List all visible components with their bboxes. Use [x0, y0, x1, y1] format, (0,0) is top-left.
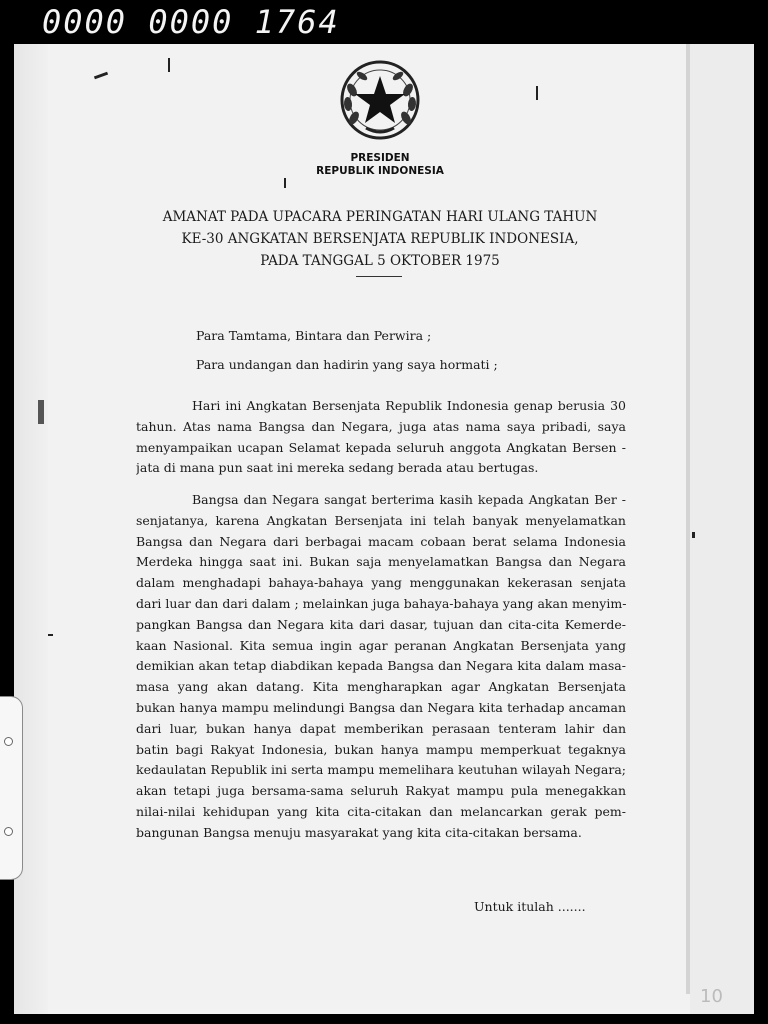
paragraph-line: akan tetapi juga bersama-sama seluruh Rakyat mampu pula menegakkan	[136, 783, 626, 799]
paragraph-line: kaan Nasional. Kita semua ingin agar peranan Angkatan Bersenjata yang	[136, 637, 626, 653]
title-underline	[356, 276, 402, 277]
scan-speck	[284, 178, 286, 188]
letterhead-line-2: REPUBLIK INDONESIA	[316, 165, 444, 177]
page-mark: 10	[700, 986, 723, 1007]
star-icon	[355, 76, 405, 123]
paragraph-line: kedaulatan Republik ini serta mampu memelihara keutuhan wilayah Negara;	[136, 762, 626, 778]
paragraph-line: Bangsa dan Negara sangat berterima kasih kepada Angkatan Ber -	[192, 492, 626, 507]
letterhead	[280, 152, 480, 178]
greeting-line-2: Para undangan dan hadirin yang saya hormati ;	[196, 357, 498, 372]
paragraph-line: dari luar, bukan hanya dapat memberikan perasaan tenteram lahir dan	[136, 720, 626, 736]
scan-speck	[38, 400, 44, 424]
paragraph-line: dalam menghadapi bahaya-bahaya yang menggunakan kekerasan senjata	[136, 575, 626, 591]
title-line-1: AMANAT PADA UPACARA PERINGATAN HARI ULANG TAHUN	[162, 209, 598, 225]
paragraph-1	[136, 396, 626, 479]
paragraph-line: dari luar dan dari dalam ; melainkan juga bahaya-bahaya yang akan menyim-	[136, 595, 626, 611]
scan-speck	[48, 634, 53, 636]
paragraph-line: pangkan Bangsa dan Negara kita dari dasar, tujuan dan cita-cita Kemerde-	[136, 616, 626, 632]
paragraph-line: Bangsa dan Negara dari berbagai macam cobaan berat selama Indonesia	[136, 533, 626, 549]
document-title	[140, 206, 620, 272]
scan-speck	[536, 86, 538, 100]
paragraph-line: Merdeka hingga saat ini. Bukan saja menyelamatkan Bangsa dan Negara	[136, 554, 626, 570]
paragraph-line: tahun. Atas nama Bangsa dan Negara, juga atas nama saya pribadi, saya	[136, 418, 626, 434]
film-strip-header	[0, 0, 768, 44]
letterhead-line-1: PRESIDEN	[350, 152, 410, 164]
binder-hole	[4, 827, 13, 836]
title-line-2: KE-30 ANGKATAN BERSENJATA REPUBLIK INDONESIA,	[181, 231, 579, 247]
paragraph-2	[136, 490, 626, 844]
paragraph-line: Hari ini Angkatan Bersenjata Republik Indonesia genap berusia 30	[192, 398, 626, 413]
paragraph-line: jata di mana pun saat ini mereka sedang berada atau bertugas.	[136, 460, 539, 476]
paragraph-line: bangunan Bangsa menuju masyarakat yang kita cita-citakan bersama.	[136, 824, 582, 840]
closing-line: Untuk itulah .......	[474, 899, 586, 914]
scan-speck	[692, 532, 695, 538]
binder-hole	[4, 737, 13, 746]
page-edge	[686, 44, 690, 994]
scan-speck	[168, 58, 170, 72]
title-line-3: PADA TANGGAL 5 OKTOBER 1975	[260, 253, 500, 269]
paragraph-line: senjatanya, karena Angkatan Bersenjata ini telah banyak menyelamatkan	[136, 512, 626, 528]
page-back-sheet	[690, 44, 754, 1014]
binder-tab	[0, 696, 23, 880]
paragraph-line: demikian akan tetap diabdikan kepada Bangsa dan Negara kita dalam masa-	[136, 658, 626, 674]
paragraph-line: batin bagi Rakyat Indonesia, bukan hanya mampu memperkuat tegaknya	[136, 741, 626, 757]
greeting-line-1: Para Tamtama, Bintara dan Perwira ;	[196, 328, 432, 343]
paragraph-line: nilai-nilai kehidupan yang kita cita-citakan dan melancarkan gerak pem-	[136, 803, 626, 819]
paragraph-line: masa yang akan datang. Kita mengharapkan agar Angkatan Bersenjata	[136, 679, 626, 695]
paragraph-line: bukan hanya mampu melindungi Bangsa dan Negara kita terhadap ancaman	[136, 699, 626, 715]
presidential-emblem	[338, 60, 422, 142]
paragraph-line: menyampaikan ucapan Selamat kepada seluruh anggota Angkatan Bersen -	[136, 439, 626, 455]
frame-number: 0000 0000 1764	[42, 3, 340, 41]
